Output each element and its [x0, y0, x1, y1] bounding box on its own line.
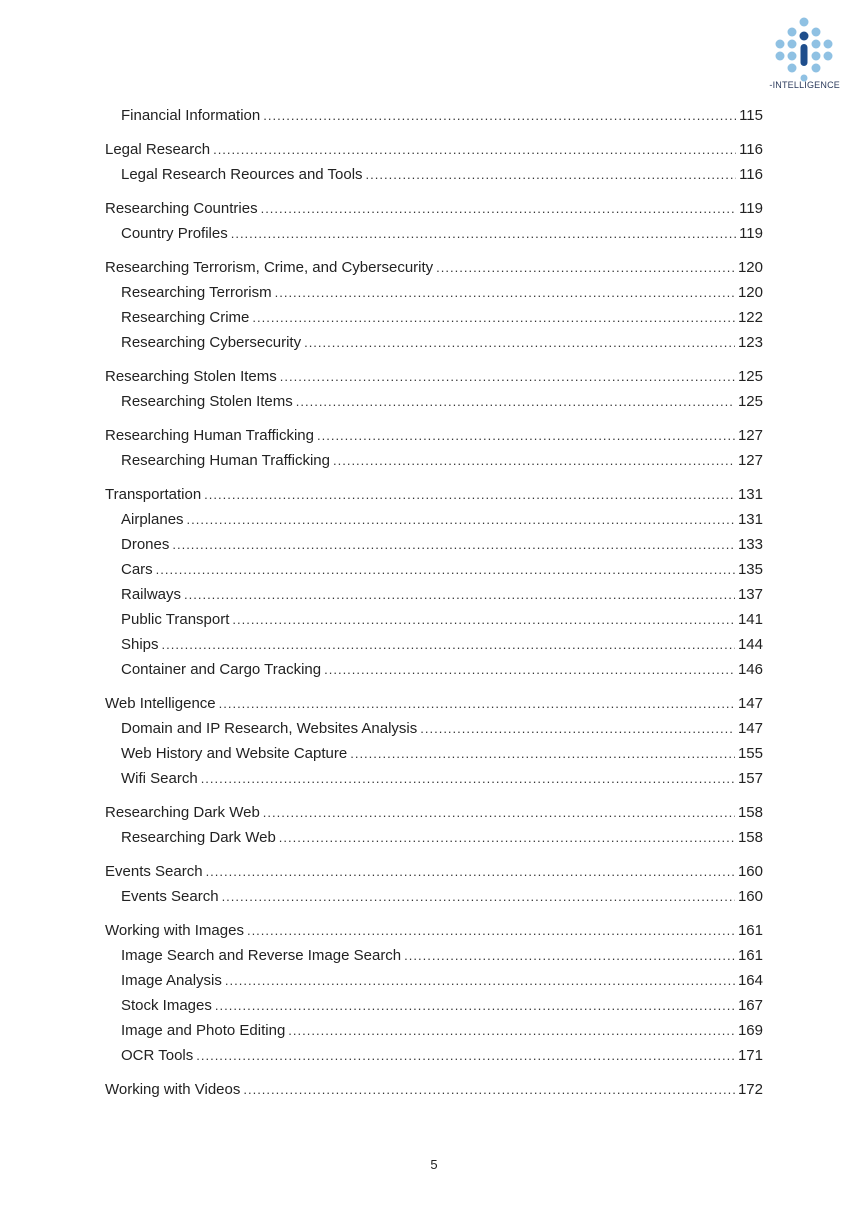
dot-leader: [215, 993, 735, 1018]
toc-entry-title: Cars: [121, 561, 153, 578]
toc-entry-page: 119: [739, 200, 763, 217]
toc-entry-title: Financial Information: [121, 107, 261, 124]
dot-leader: [243, 1077, 735, 1102]
toc-entry[interactable]: [105, 691, 763, 716]
toc-entry-page: 133: [737, 536, 763, 553]
toc-entry-page: 115: [739, 107, 763, 124]
toc-entry-title: Researching Dark Web: [121, 829, 276, 846]
toc-entry-title: Container and Cargo Tracking: [121, 661, 322, 678]
dot-leader: [222, 884, 735, 909]
toc-subentry[interactable]: [105, 532, 763, 557]
dot-leader: [232, 607, 735, 632]
toc-entry-page: 120: [737, 259, 763, 276]
toc-entry-title: Researching Crime: [121, 309, 250, 326]
toc-subentry[interactable]: [105, 280, 763, 305]
dot-leader: [296, 389, 735, 414]
toc-subentry[interactable]: [105, 557, 763, 582]
dot-leader: [252, 305, 735, 330]
toc-entry[interactable]: [105, 137, 763, 162]
toc-subentry[interactable]: [105, 389, 763, 414]
toc-entry-page: 146: [737, 661, 763, 678]
toc-entry-title: Researching Dark Web: [105, 804, 260, 821]
toc-subentry[interactable]: [105, 716, 763, 741]
toc-entry-title: Transportation: [105, 486, 202, 503]
toc-entry-page: 127: [737, 452, 763, 469]
dot-leader: [204, 482, 735, 507]
toc-entry-title: Events Search: [121, 888, 219, 905]
dot-leader: [317, 423, 735, 448]
toc-entry-page: 125: [737, 368, 763, 385]
toc-entry-page: 127: [737, 427, 763, 444]
toc-subentry[interactable]: [105, 825, 763, 850]
toc-entry[interactable]: [105, 255, 763, 280]
toc-entry-page: 157: [737, 770, 763, 787]
toc-subentry[interactable]: [105, 582, 763, 607]
logo-icon: [772, 16, 836, 82]
toc-entry-title: Ships: [121, 636, 159, 653]
toc-entry-page: 155: [737, 745, 763, 762]
toc-entry[interactable]: [105, 423, 763, 448]
dot-leader: [187, 507, 735, 532]
toc-entry[interactable]: [105, 364, 763, 389]
toc-subentry[interactable]: [105, 943, 763, 968]
dot-leader: [304, 330, 735, 355]
toc-entry-title: Drones: [121, 536, 170, 553]
page-number: 5: [430, 1157, 438, 1172]
toc-entry-title: Public Transport: [121, 611, 230, 628]
toc-entry-page: 144: [737, 636, 763, 653]
toc-entry-title: Airplanes: [121, 511, 184, 528]
dot-leader: [261, 196, 737, 221]
toc-entry-page: 161: [737, 947, 763, 964]
toc-entry-page: 172: [737, 1081, 763, 1098]
dot-leader: [275, 280, 735, 305]
toc-entry-page: 147: [737, 720, 763, 737]
toc-entry-page: 158: [737, 804, 763, 821]
toc-entry-page: 160: [737, 888, 763, 905]
table-of-contents: [105, 103, 763, 1102]
toc-entry-page: 161: [737, 922, 763, 939]
toc-entry-title: Wifi Search: [121, 770, 198, 787]
dot-leader: [404, 943, 735, 968]
toc-entry-title: Domain and IP Research, Websites Analysis: [121, 720, 418, 737]
toc-entry-title: Image Search and Reverse Image Search: [121, 947, 402, 964]
toc-entry[interactable]: [105, 859, 763, 884]
toc-entry-page: 125: [737, 393, 763, 410]
toc-entry-page: 171: [737, 1047, 763, 1064]
toc-entry-title: Web History and Website Capture: [121, 745, 348, 762]
toc-subentry[interactable]: [105, 741, 763, 766]
toc-entry-title: Researching Stolen Items: [105, 368, 277, 385]
brand-logo: [764, 16, 844, 90]
toc-subentry[interactable]: [105, 103, 763, 128]
toc-subentry[interactable]: [105, 1043, 763, 1068]
dot-leader: [324, 657, 735, 682]
toc-entry[interactable]: [105, 196, 763, 221]
toc-entry-page: 116: [739, 166, 763, 183]
logo-text: -INTELLIGENCE: [769, 80, 840, 90]
toc-entry-page: 158: [737, 829, 763, 846]
toc-entry[interactable]: [105, 1077, 763, 1102]
toc-entry-page: 169: [737, 1022, 763, 1039]
toc-entry-page: 135: [737, 561, 763, 578]
toc-subentry[interactable]: [105, 507, 763, 532]
toc-subentry[interactable]: [105, 968, 763, 993]
dot-leader: [247, 918, 735, 943]
dot-leader: [162, 632, 735, 657]
toc-subentry[interactable]: [105, 221, 763, 246]
toc-entry-page: 116: [739, 141, 763, 158]
toc-entry[interactable]: [105, 918, 763, 943]
toc-subentry[interactable]: [105, 448, 763, 473]
toc-entry-title: OCR Tools: [121, 1047, 194, 1064]
toc-entry-title: Image and Photo Editing: [121, 1022, 286, 1039]
toc-subentry[interactable]: [105, 607, 763, 632]
dot-leader: [213, 137, 736, 162]
toc-subentry[interactable]: [105, 657, 763, 682]
dot-leader: [436, 255, 735, 280]
dot-leader: [263, 800, 735, 825]
dot-leader: [420, 716, 735, 741]
dot-leader: [366, 162, 737, 187]
toc-entry-title: Railways: [121, 586, 182, 603]
toc-subentry[interactable]: [105, 162, 763, 187]
toc-subentry[interactable]: [105, 1018, 763, 1043]
toc-entry-page: 120: [737, 284, 763, 301]
dot-leader: [184, 582, 735, 607]
toc-entry-page: 123: [737, 334, 763, 351]
toc-entry-title: Working with Videos: [105, 1081, 241, 1098]
toc-entry-page: 160: [737, 863, 763, 880]
toc-entry-page: 131: [737, 486, 763, 503]
toc-entry-title: Researching Stolen Items: [121, 393, 293, 410]
toc-subentry[interactable]: [105, 766, 763, 791]
dot-leader: [201, 766, 735, 791]
toc-entry-title: Researching Human Trafficking: [105, 427, 314, 444]
dot-leader: [280, 364, 735, 389]
dot-leader: [172, 532, 735, 557]
toc-subentry[interactable]: [105, 993, 763, 1018]
toc-entry-title: Events Search: [105, 863, 203, 880]
toc-entry-page: 131: [737, 511, 763, 528]
toc-subentry[interactable]: [105, 632, 763, 657]
toc-subentry[interactable]: [105, 884, 763, 909]
dot-leader: [263, 103, 736, 128]
dot-leader: [219, 691, 735, 716]
dot-leader: [156, 557, 735, 582]
toc-entry-title: Researching Terrorism, Crime, and Cybersecurity: [105, 259, 434, 276]
toc-entry[interactable]: [105, 800, 763, 825]
toc-entry-page: 137: [737, 586, 763, 603]
toc-subentry[interactable]: [105, 330, 763, 355]
toc-entry-page: 119: [739, 225, 763, 242]
toc-entry[interactable]: [105, 482, 763, 507]
toc-entry-page: 147: [737, 695, 763, 712]
dot-leader: [231, 221, 736, 246]
toc-entry-title: Researching Cybersecurity: [121, 334, 302, 351]
toc-entry-title: Legal Research Reources and Tools: [121, 166, 363, 183]
toc-subentry[interactable]: [105, 305, 763, 330]
toc-entry-page: 141: [737, 611, 763, 628]
toc-entry-title: Researching Countries: [105, 200, 258, 217]
toc-entry-title: Legal Research: [105, 141, 211, 158]
toc-entry-page: 164: [737, 972, 763, 989]
toc-entry-title: Working with Images: [105, 922, 244, 939]
dot-leader: [225, 968, 735, 993]
toc-entry-title: Country Profiles: [121, 225, 228, 242]
dot-leader: [206, 859, 735, 884]
dot-leader: [279, 825, 735, 850]
toc-entry-title: Image Analysis: [121, 972, 222, 989]
dot-leader: [288, 1018, 735, 1043]
toc-entry-page: 122: [737, 309, 763, 326]
toc-entry-page: 167: [737, 997, 763, 1014]
dot-leader: [333, 448, 735, 473]
toc-entry-title: Stock Images: [121, 997, 212, 1014]
dot-leader: [350, 741, 735, 766]
dot-leader: [196, 1043, 735, 1068]
toc-entry-title: Researching Human Trafficking: [121, 452, 330, 469]
toc-entry-title: Researching Terrorism: [121, 284, 272, 301]
toc-entry-title: Web Intelligence: [105, 695, 216, 712]
